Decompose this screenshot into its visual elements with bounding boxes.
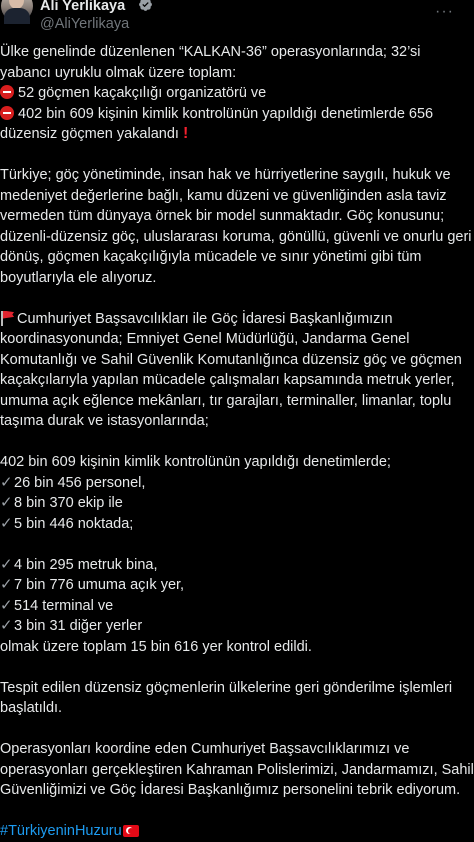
text-line: Güvenliğimizi ve Göç İdaresi Başkanlığımız personelini tebrik ediyorum. xyxy=(0,782,461,798)
check-mark-icon: ✓ xyxy=(0,473,13,491)
check-line xyxy=(0,514,462,535)
tweet-header xyxy=(0,0,462,38)
text-line: dönüş, göçmen kaçakçılığıyla mücadele ve sınır yönetimi gibi tüm xyxy=(0,249,422,265)
text-line: düzenli-düzensiz göç, uluslararası koruma, gönüllü, güvenli ve onurlu geri xyxy=(0,228,472,245)
text-line: taşıma durak ve istasyonlarında; xyxy=(0,413,209,429)
check-text: 3 bin 31 diğer yerler xyxy=(14,618,143,634)
check-line xyxy=(0,555,462,576)
bullet-text: 52 göçmen kaçakçılığı organizatörü ve xyxy=(18,85,267,101)
hashtag-line xyxy=(0,821,462,842)
check-mark-icon: ✓ xyxy=(0,555,13,573)
more-options-icon[interactable]: ··· xyxy=(435,3,454,20)
no-entry-icon xyxy=(0,85,14,99)
bullet-line xyxy=(0,124,462,145)
text-line: Tespit edilen düzensiz göçmenlerin ülkelerine geri gönderilme işlemleri xyxy=(0,679,453,696)
author-handle[interactable]: @AliYerlikaya xyxy=(40,16,130,32)
text-line: vermeden tüm dünyaya örnek bir model sunmaktadır. Göç konusunu; xyxy=(0,208,445,224)
text-line: olmak üzere toplam 15 bin 616 yer kontrol edildi. xyxy=(0,638,312,655)
check-line xyxy=(0,616,462,637)
text-line xyxy=(0,309,462,330)
author-name[interactable]: Ali Yerlikaya xyxy=(40,0,126,14)
tweet-body xyxy=(0,42,474,842)
check-mark-icon: ✓ xyxy=(0,494,13,511)
text-line: 402 bin 609 kişinin kimlik kontrolünün yapıldığı denetimlerde; xyxy=(0,454,391,470)
check-text: 4 bin 295 metruk bina, xyxy=(14,556,158,573)
check-line xyxy=(0,575,462,596)
check-text: 514 terminal ve xyxy=(14,597,114,614)
red-flag-icon xyxy=(0,310,14,326)
no-entry-icon xyxy=(0,106,14,120)
text-line: boyutlarıyla ele alıyoruz. xyxy=(0,269,157,286)
bullet-line xyxy=(0,104,462,125)
paragraph-start: Cumhuriyet Başsavcılıkları ile Göç İdaresi Başkanlığımızın xyxy=(17,310,393,327)
bullet-text: düzensiz göçmen yakalandı xyxy=(0,126,179,142)
avatar-suit xyxy=(4,8,30,24)
text-line: Ülke genelinde düzenlenen “KALKAN-36” operasyonlarında; 32’si xyxy=(0,44,421,60)
check-line xyxy=(0,473,462,494)
check-text: 8 bin 370 ekip ile xyxy=(14,495,123,511)
text-line: umuma açık eğlence mekânları, tır garajları, terminaller, limanlar, toplu xyxy=(0,392,452,409)
check-mark-icon: ✓ xyxy=(0,596,13,614)
check-mark-icon: ✓ xyxy=(0,617,13,634)
text-line: operasyonları gerçekleştiren Kahraman Polislerimizi, Jandarmamızı, Sahil xyxy=(0,761,474,778)
text-line: başlatıldı. xyxy=(0,700,63,716)
text-line: Komutanlığı ve Sahil Güvenlik Komutanlığınca düzensiz göç ve göçmen xyxy=(0,351,462,368)
check-text: 26 bin 456 personel, xyxy=(14,474,146,491)
text-line: Türkiye; göç yönetiminde, insan hak ve hürriyetlerine saygılı, hukuk ve xyxy=(0,167,451,183)
turkey-flag-icon xyxy=(123,825,139,837)
bullet-line xyxy=(0,83,462,104)
check-mark-icon: ✓ xyxy=(0,514,13,532)
hashtag-link[interactable]: #TürkiyeninHuzuru xyxy=(0,823,122,839)
text-line: koordinasyonunda; Emniyet Genel Müdürlüğü, Jandarma Genel xyxy=(0,331,410,347)
check-text: 7 bin 776 umuma açık yer, xyxy=(14,577,185,593)
check-mark-icon: ✓ xyxy=(0,576,13,593)
bullet-text: 402 bin 609 kişinin kimlik kontrolünün yapıldığı denetimlerde 656 xyxy=(18,105,434,122)
text-line: kaçakçılarıyla yapılan mücadele çalışmaları kapsamında metruk yerler, xyxy=(0,372,455,388)
check-line xyxy=(0,596,462,617)
text-line: Operasyonları koordine eden Cumhuriyet Başsavcılıklarımızı ve xyxy=(0,741,410,757)
exclamation-icon: ! xyxy=(182,125,189,142)
avatar[interactable] xyxy=(1,0,33,22)
text-line: medeniyet değerlerine bağlı, kamu düzeni ve güvenliğinden asla taviz xyxy=(0,187,447,204)
verified-badge-icon xyxy=(138,0,153,12)
check-line xyxy=(0,493,462,514)
text-line: yabancı uyruklu olmak üzere toplam: xyxy=(0,64,237,81)
check-text: 5 bin 446 noktada; xyxy=(14,515,134,532)
